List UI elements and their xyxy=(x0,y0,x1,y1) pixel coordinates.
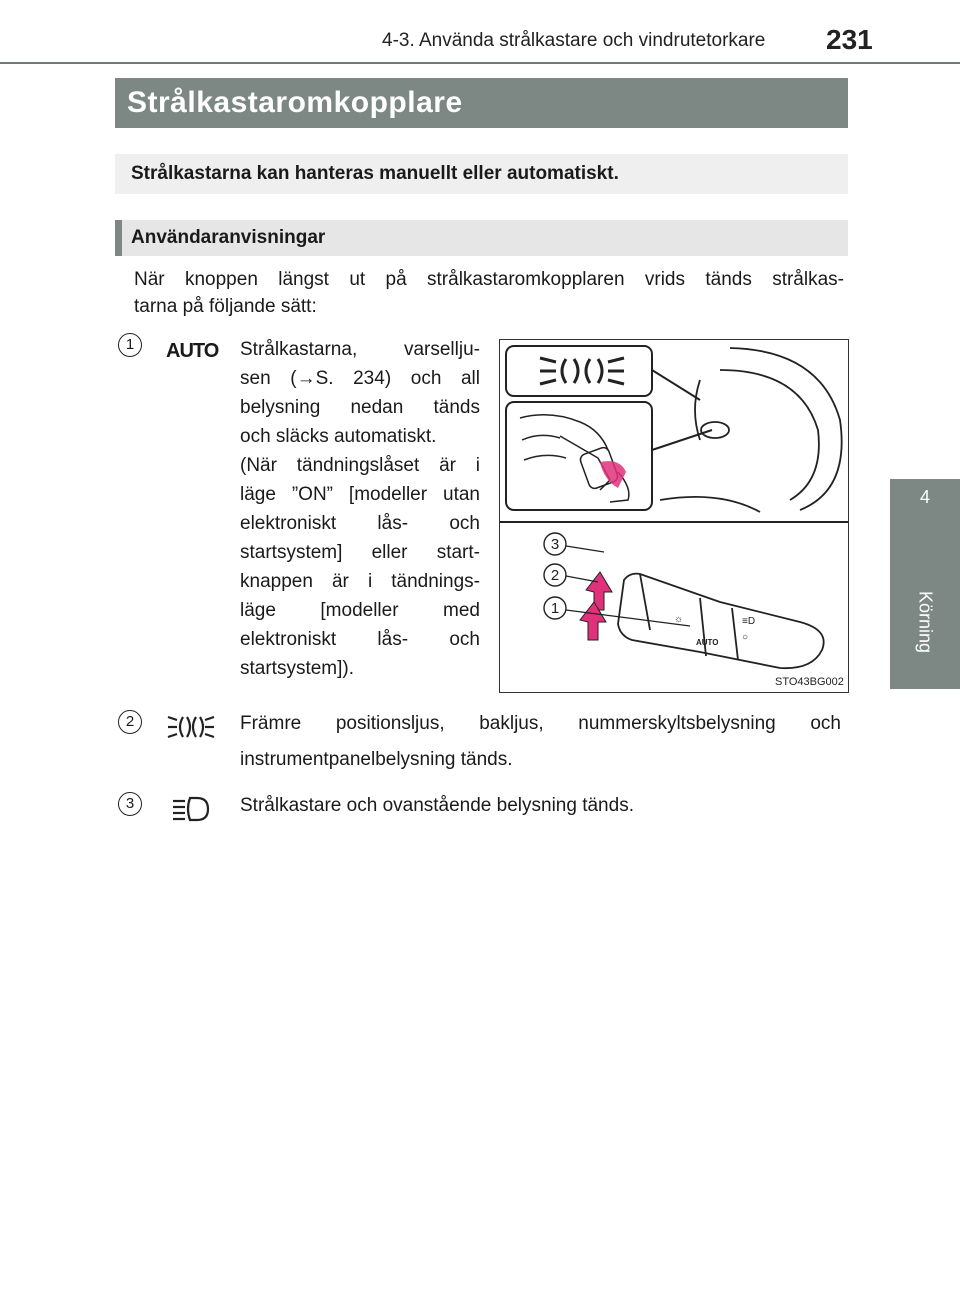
subheading-bar xyxy=(115,220,122,256)
intro-text: Strålkastarna kan hanteras manuellt eller automatiskt. xyxy=(131,163,619,184)
item-2-text xyxy=(240,706,841,778)
item-1-line: elektroniskt lås- och xyxy=(240,513,480,534)
item-1-line: läge ”ON” [modeller utan xyxy=(240,484,480,505)
item-number-2: 2 xyxy=(118,710,142,734)
subheading-text: Användaranvisningar xyxy=(131,227,326,248)
item-1-line: Strålkastarna, varsellju- xyxy=(240,339,480,360)
lead-paragraph xyxy=(134,266,844,320)
steering-wheel xyxy=(660,348,842,512)
chapter-label-text: Körning xyxy=(915,590,936,654)
item-1-line: och släcks automatiskt. xyxy=(240,426,437,447)
hand-inset xyxy=(506,402,652,510)
item-1-line: belysning nedan tänds xyxy=(240,397,480,418)
callout-2: 2 xyxy=(550,567,560,584)
item-1-line: startsystem]). xyxy=(240,658,355,679)
lead-line: När knoppen längst ut på strålkastaromkopplaren vrids tänds strålkas- xyxy=(134,269,844,290)
headlight-icon xyxy=(170,794,212,829)
item-1-line: knappen är i tändnings- xyxy=(240,571,480,592)
position-lights-icon xyxy=(166,712,216,747)
figure-headlight-switch xyxy=(499,339,849,693)
header-title: 4-3. Använda strålkastare och vindrutetorkare xyxy=(382,30,766,51)
item-1-text xyxy=(240,335,480,683)
subheading xyxy=(115,220,848,256)
switch-auto-label: AUTO xyxy=(696,638,719,647)
item-2-line: Främre positionsljus, bakljus, nummerskyltsbelysning och xyxy=(240,713,841,734)
item-3-text xyxy=(240,788,841,824)
chapter-label xyxy=(890,582,960,672)
item-1-line: elektroniskt lås- och xyxy=(240,629,480,650)
section-title xyxy=(115,78,848,128)
item-1-line: läge [modeller med xyxy=(240,600,480,621)
balloon-pointer xyxy=(652,370,700,400)
figure-illustration xyxy=(500,340,848,692)
section-title-text: Strålkastaromkopplare xyxy=(127,86,463,119)
item-number-1: 1 xyxy=(118,333,142,357)
page-number: 231 xyxy=(826,24,873,55)
svg-text:○: ○ xyxy=(742,632,749,643)
intro-box xyxy=(115,154,848,194)
item-2-line: instrumentpanelbelysning tänds. xyxy=(240,749,513,770)
figure-caption: STO43BG002 xyxy=(775,676,844,688)
item-1-line: (När tändningslåset är i xyxy=(240,455,480,476)
item-1-line: sen (→S. 234) och all xyxy=(240,368,480,389)
svg-text:≡D: ≡D xyxy=(742,616,756,627)
callout-1: 1 xyxy=(550,600,560,617)
callout-3: 3 xyxy=(550,536,560,553)
lead-line: tarna på följande sätt: xyxy=(134,296,317,317)
auto-icon: AUTO xyxy=(166,340,219,362)
svg-text:☼: ☼ xyxy=(674,614,684,625)
header-rule xyxy=(0,62,960,64)
item-1-line: startsystem] eller start- xyxy=(240,542,480,563)
item-number-3: 3 xyxy=(118,792,142,816)
item-3-line: Strålkastare och ovanstående belysning tänds. xyxy=(240,795,634,816)
chapter-number: 4 xyxy=(919,487,930,507)
